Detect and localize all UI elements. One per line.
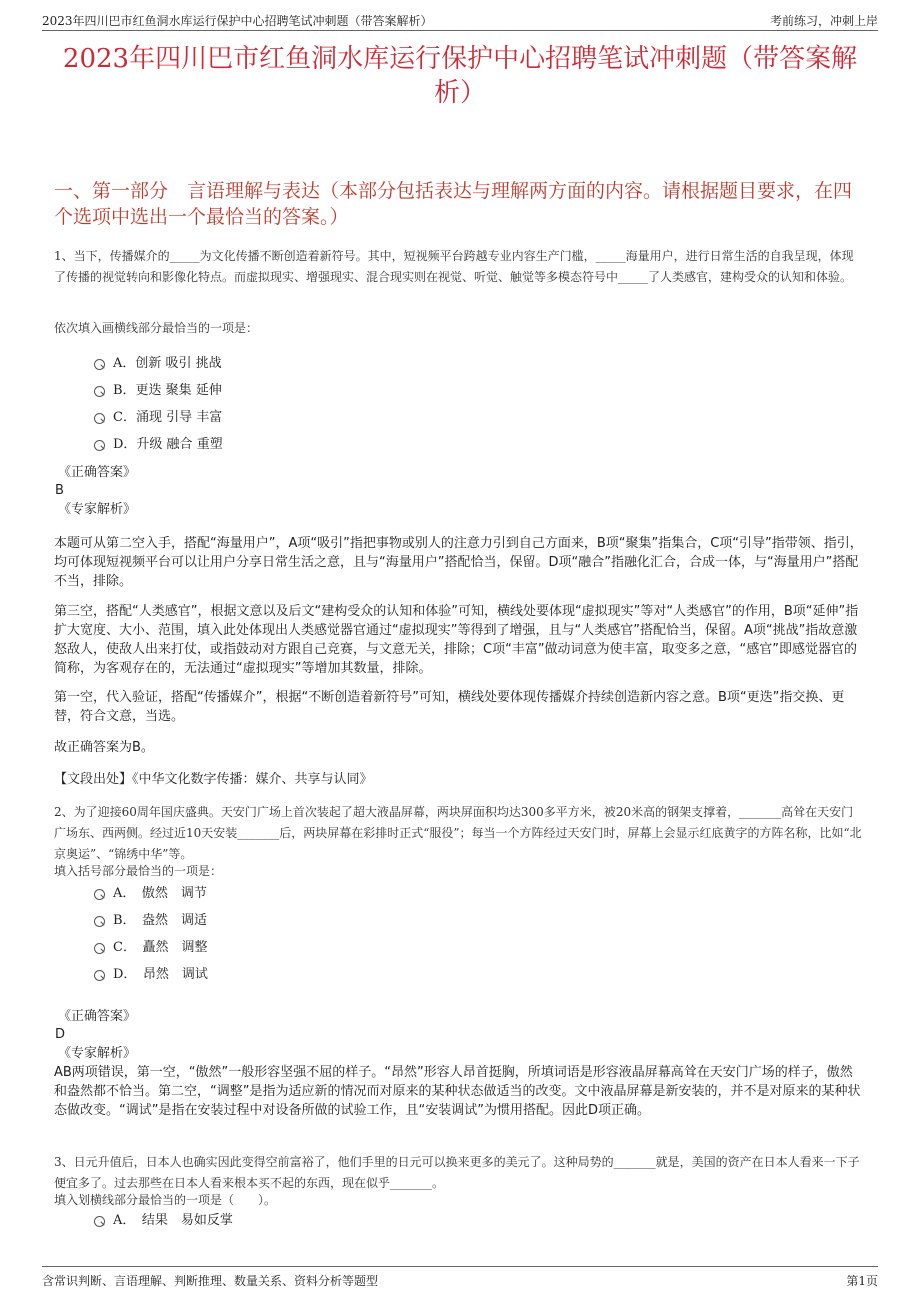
- q1-answer: B: [55, 483, 64, 498]
- q1-analysis-para-1: 本题可从第二空入手，搭配“海量用户”，A项“吸引”指把事物或别人的注意力引到自己方面来，B项“聚集”指集合，C项“引导”指带领、指引，均可体现短视频平台可以让用户分享日常生活之意，且与“海量用户”搭配恰当，保留。D项“融合”指融化汇合，合成一体，与“海量用户”搭配不当，排除。: [54, 536, 863, 589]
- q1-stem: 1、当下，传播媒介的_____为文化传播不断创造着新符号。其中，短视频平台跨越专业内容生产门槛，_____海量用户，进行日常生活的自我呈现，体现了传播的视觉转向和影像化特点。而虚拟现实、增强现实、混合现实则在视觉、听觉、触觉等多模态符号中_____了人类感官，建构受众的认知和体验。: [54, 249, 854, 284]
- radio-icon[interactable]: [94, 440, 105, 451]
- radio-icon[interactable]: [94, 413, 105, 424]
- q1-option-a[interactable]: A．创新 吸引 挑战: [94, 355, 222, 373]
- radio-icon[interactable]: [94, 359, 105, 370]
- q2-option-d[interactable]: D． 昂然 调试: [94, 966, 208, 984]
- q2-stem: 2、为了迎接60周年国庆盛典。天安门广场上首次装起了超大液晶屏幕，两块屏面积均达300多平方米，被20米高的钢架支撑着，_______高耸在天安门广场东、西两侧。经过近10天安装_______后，两块屏幕在彩排时正式“服役”；每当一个方阵经过天安门时，屏幕上会显示红底黄字的方阵名称，比如“北京奥运”、“锦绣中华”等。: [54, 805, 862, 861]
- q2-answer-label: 《正确答案》: [58, 1009, 137, 1024]
- q1-answer-label: 《正确答案》: [58, 465, 137, 480]
- radio-icon[interactable]: [94, 1216, 105, 1227]
- header-doc-title: 2023年四川巴市红鱼洞水库运行保护中心招聘笔试冲刺题（带答案解析）: [42, 14, 433, 28]
- radio-icon[interactable]: [94, 889, 105, 900]
- header-slogan: 考前练习，冲刺上岸: [769, 14, 878, 28]
- q2-option-a[interactable]: A． 傲然 调节: [94, 885, 207, 903]
- q3-prompt: 填入划横线部分最恰当的一项是（ ）。: [54, 1193, 277, 1207]
- q1-option-c[interactable]: C．涌现 引导 丰富: [94, 409, 222, 427]
- q2-answer: D: [55, 1027, 66, 1042]
- q2-prompt: 填入括号部分最恰当的一项是：: [54, 864, 223, 878]
- q2-option-b[interactable]: B． 盎然 调适: [94, 912, 207, 930]
- radio-icon[interactable]: [94, 916, 105, 927]
- q1-analysis-label: 《专家解析》: [58, 502, 137, 517]
- radio-icon[interactable]: [94, 970, 105, 981]
- q2-analysis-label: 《专家解析》: [58, 1046, 137, 1061]
- q1-source: 【文段出处】《中华文化数字传播：媒介、共享与认同》: [54, 772, 373, 787]
- q1-analysis-para-3: 第一空，代入验证，搭配“传播媒介”，根据“不断创造着新符号”可知，横线处要体现传播媒介持续创造新内容之意。B项“更迭”指交换、更替，符合文意，当选。: [54, 690, 845, 724]
- q1-prompt: 依次填入画横线部分最恰当的一项是：: [54, 321, 259, 335]
- footer-rule: [42, 1266, 878, 1267]
- q1-option-b[interactable]: B．更迭 聚集 延伸: [94, 382, 222, 400]
- footer-description: 含常识判断、言语理解、判断推理、数量关系、资料分析等题型: [42, 1274, 379, 1288]
- q2-analysis: AB两项错误，第一空，“傲然”一般形容坚强不屈的样子。“昂然”形容人昂首挺胸，所填词语是形容液晶屏幕高耸在天安门广场的样子，傲然和盎然都不恰当。第二空，“调整”是指为适应新的情况而对原来的某种状态做适当的改变。文中液晶屏幕是新安装的，并不是对原来的某种状态做改变。“调试”是指在安装过程中对设备所做的试验工作，且“安装调试”为惯用搭配。因此D项正确。: [54, 1065, 861, 1118]
- q1-analysis-conclusion: 故正确答案为B。: [54, 740, 154, 755]
- page-header: [42, 10, 878, 30]
- radio-icon[interactable]: [94, 943, 105, 954]
- page-title: 2023年四川巴市红鱼洞水库运行保护中心招聘笔试冲刺题（带答案解析）: [62, 44, 858, 108]
- q2-option-c[interactable]: C． 矗然 调整: [94, 939, 207, 957]
- q1-option-d[interactable]: D．升级 融合 重塑: [94, 436, 223, 454]
- radio-icon[interactable]: [94, 386, 105, 397]
- page-number: 第1页: [846, 1274, 878, 1288]
- q3-option-a[interactable]: A． 结果 易如反掌: [94, 1212, 233, 1230]
- section-heading: 一、第一部分 言语理解与表达（本部分包括表达与理解两方面的内容。请根据题目要求，在四个选项中选出一个最恰当的答案。）: [54, 180, 853, 228]
- q1-analysis-para-2: 第三空，搭配“人类感官”，根据文意以及后文“建构受众的认知和体验”可知，横线处要体现“虚拟现实”等对“人类感官”的作用，B项“延伸”指扩大宽度、大小、范围，填入此处体现出人类感觉器官通过“虚拟现实”等得到了增强，且与“人类感官”搭配恰当，保留。A项“挑战”指故意激怒敌人，使敌人出来打仗，或指鼓动对方跟自己竞赛，与文意无关，排除；C项“丰富”做动词意为使丰富，取变多之意，“感官”即感觉器官的简称，为客观存在的，无法通过“虚拟现实”等增加其数量，排除。: [54, 604, 859, 676]
- q3-stem: 3、日元升值后，日本人也确实因此变得空前富裕了，他们手里的日元可以换来更多的美元了。这种局势的_______就是，美国的资产在日本人看来一下子便宜多了。过去那些在日本人看来根本买不起的东西，现在似乎_______。: [54, 1155, 860, 1190]
- header-rule: [42, 30, 878, 31]
